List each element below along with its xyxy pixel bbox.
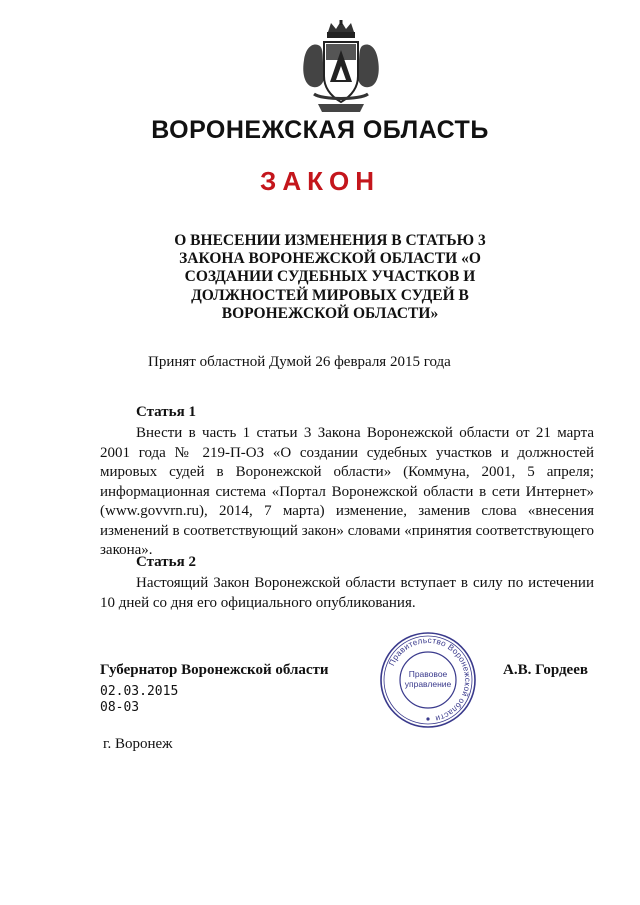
law-title: О ВНЕСЕНИИ ИЗМЕНЕНИЯ В СТАТЬЮ 3 ЗАКОНА ВОРОНЕЖСКОЙ ОБЛАСТИ «О СОЗДАНИИ СУДЕБНЫХ УЧАСТКОВ И ДОЛЖНОСТЕЙ МИРОВЫХ СУДЕЙ В ВОРОНЕЖСКОЙ ОБЛАСТИ»: [174, 232, 486, 322]
adoption-statement: Принят областной Думой 26 февраля 2015 года: [148, 354, 451, 370]
coat-of-arms-icon: [300, 20, 382, 116]
city-name: г. Воронеж: [103, 736, 173, 752]
article-1-text: Внести в часть 1 статьи 3 Закона Воронежской области от 21 марта 2001 года № 219-П-ОЗ «О создании судебных участков и должностей мировых судей в Воронежской области» (Коммуна, 2001, 5 апреля; информационная система «Портал Воронежской области в сети Интернет» (www.govvrn.ru), 2014, 7 марта) изменение, заменив слова «внесения изменений в соответствующий закон» словами «принятия соответствующего закона».: [100, 425, 594, 558]
stamp-star-icon: [426, 717, 429, 720]
stamp-center-line-2: управление: [404, 679, 452, 689]
registration-number: 08-03: [100, 700, 140, 715]
region-heading: ВОРОНЕЖСКАЯ ОБЛАСТЬ: [151, 116, 489, 144]
registration-date: 02.03.2015: [100, 684, 179, 699]
stamp-ring-text: Правительство Воронежской области: [387, 635, 473, 724]
article-2-heading: Статья 2: [136, 554, 196, 570]
stamp-center-line-1: Правовое: [408, 669, 448, 679]
signatory-title: Губернатор Воронежской области: [100, 662, 329, 678]
official-stamp-icon: [378, 630, 478, 730]
article-1-heading: Статья 1: [136, 404, 196, 420]
signatory-name: А.В. Гордеев: [503, 662, 588, 678]
article-2-text: Настоящий Закон Воронежской области вступает в силу по истечении 10 дней со дня его официального опубликования.: [100, 575, 594, 611]
document-type-heading: ЗАКОН: [260, 166, 380, 196]
